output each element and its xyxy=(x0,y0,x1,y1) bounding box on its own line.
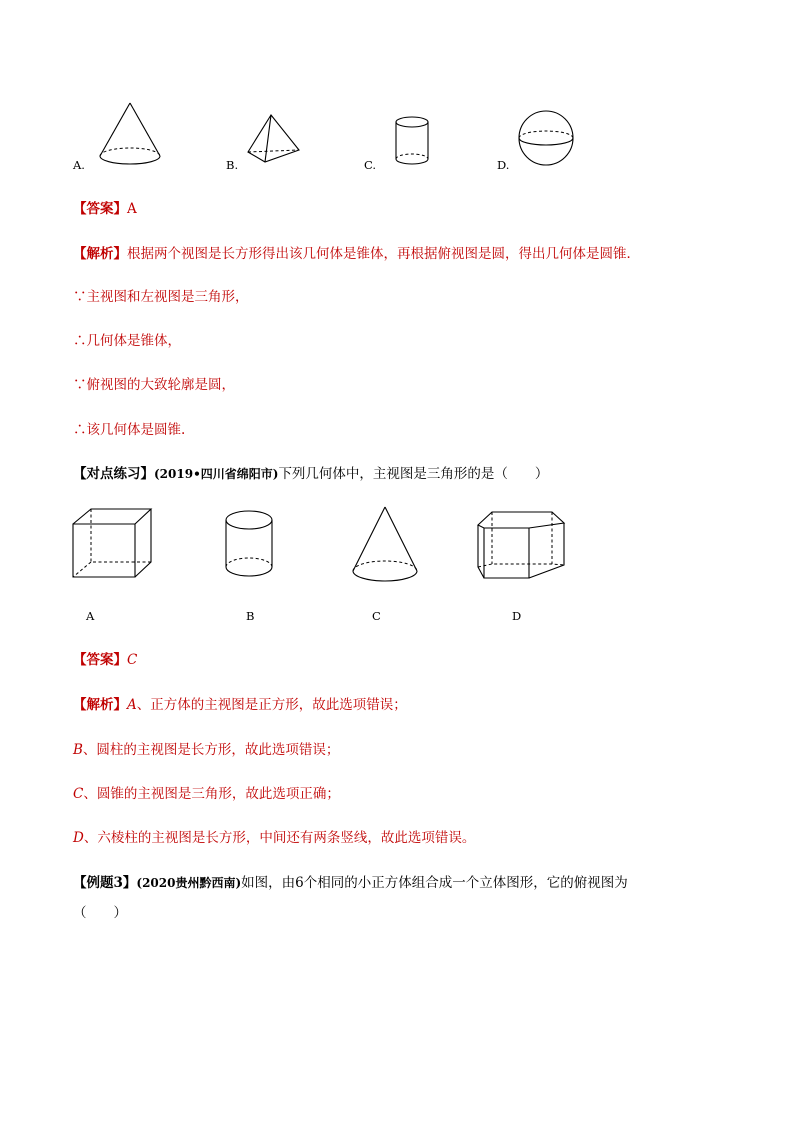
answer-2 xyxy=(73,651,137,669)
analysis-line-text: 、六棱柱的主视图是长方形，中间还有两条竖线，故此选项错误。 xyxy=(83,830,476,846)
analysis-tag: 【解析】 xyxy=(73,246,127,262)
analysis-step-2: ∴几何体是锥体， xyxy=(73,333,181,349)
example-tag: 【例题3】 xyxy=(73,875,137,891)
analysis-tag: 【解析】 xyxy=(73,697,127,713)
answer-1 xyxy=(73,200,137,218)
practice-tag: 【对点练习】 xyxy=(73,466,154,482)
analysis-1-heading xyxy=(73,245,640,263)
example-3-blank: （ ） xyxy=(73,905,127,921)
practice-option-a-letter: A xyxy=(86,609,95,623)
practice-option-b-letter: B xyxy=(246,609,255,623)
example-question-text: 如图，由6个相同的小正方体组合成一个立体图形，它的俯视图为 xyxy=(241,875,628,891)
option-c-letter: C. xyxy=(364,158,377,172)
sphere-figure-d xyxy=(517,110,577,170)
analysis-2-line-d xyxy=(73,829,475,847)
analysis-2-line-b xyxy=(73,741,339,759)
cube-figure-a xyxy=(71,507,155,581)
cone-figure-c xyxy=(350,505,420,585)
example-source: (2020贵州黔西南) xyxy=(136,876,242,890)
option-b-letter: B. xyxy=(226,158,239,172)
hexagonal-prism-figure-d xyxy=(476,507,568,581)
answer-tag: 【答案】 xyxy=(73,652,127,668)
option-letter: B xyxy=(73,742,83,758)
answer-value: C xyxy=(127,652,138,668)
analysis-2-line-c xyxy=(73,785,340,803)
practice-option-c-letter: C xyxy=(372,609,381,623)
option-letter: A xyxy=(127,697,137,713)
analysis-line-text: 、正方体的主视图是正方形，故此选项错误； xyxy=(136,697,407,713)
pyramid-figure-b xyxy=(244,112,304,166)
option-letter: C xyxy=(73,786,84,802)
option-d-letter: D. xyxy=(497,158,510,172)
analysis-text: 根据两个视图是长方形得出该几何体是锥体，再根据俯视图是圆，得出几何体是圆锥． xyxy=(127,246,640,262)
analysis-2-line-a xyxy=(73,696,407,714)
option-a-letter: A. xyxy=(73,158,85,172)
analysis-step-1: ∵主视图和左视图是三角形， xyxy=(73,289,249,305)
practice-option-d-letter: D xyxy=(512,609,522,623)
cylinder-figure-c xyxy=(393,114,433,168)
option-letter: D xyxy=(73,830,84,846)
answer-value: A xyxy=(127,201,137,217)
practice-question xyxy=(73,465,548,483)
practice-source: (2019•四川省绵阳市) xyxy=(154,467,279,481)
cylinder-figure-b xyxy=(224,508,278,582)
analysis-line-text: 、圆柱的主视图是长方形，故此选项错误； xyxy=(82,742,340,758)
analysis-step-3: ∵俯视图的大致轮廓是圆， xyxy=(73,377,235,393)
cone-figure-a xyxy=(95,100,165,166)
practice-question-text: 下列几何体中，主视图是三角形的是（ ） xyxy=(278,466,549,482)
example-3-question xyxy=(73,874,628,892)
analysis-line-text: 、圆锥的主视图是三角形，故此选项正确； xyxy=(83,786,340,802)
analysis-step-4: ∴该几何体是圆锥. xyxy=(73,422,186,438)
answer-tag: 【答案】 xyxy=(73,201,127,217)
